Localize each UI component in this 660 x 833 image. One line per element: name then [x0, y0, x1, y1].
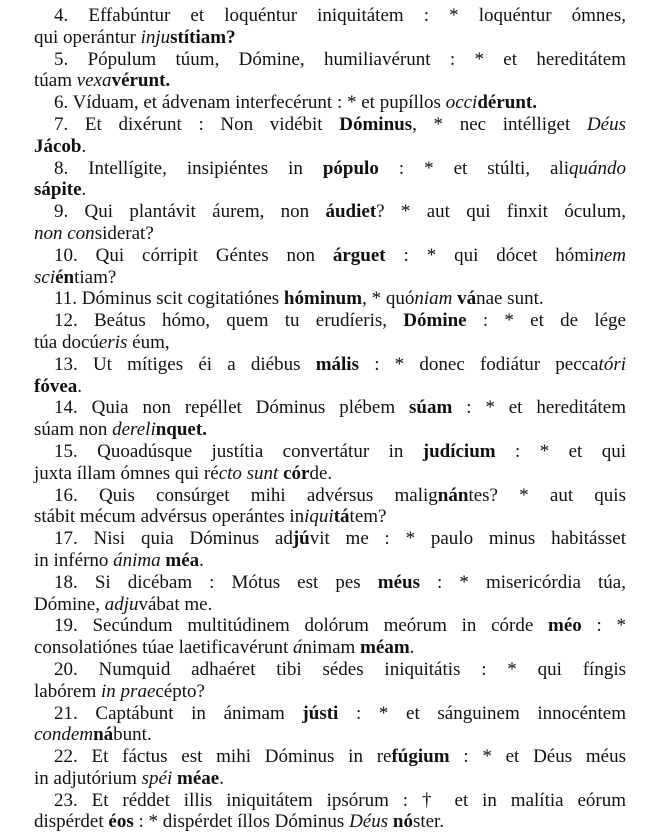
verse-text-segment: én — [55, 266, 75, 288]
verse-first-line — [34, 703, 626, 725]
verse-text-segment: condem — [34, 724, 94, 746]
verse-first-line — [34, 5, 626, 27]
verse-continuation-line — [34, 267, 626, 289]
verse-text-segment: : * et stúlti, ali — [378, 157, 569, 179]
verse-text-segment: 12. Beátus hómo, quem tu erudíeris, — [54, 310, 404, 332]
verse-text-segment: bunt. — [113, 724, 152, 746]
verse-text-segment: 23. Et réddet illis iniquitátem ipsórum : † et in malítia eórum — [54, 789, 626, 811]
verse-continuation-line — [34, 550, 626, 572]
verse-text-segment: 8. Intellígite, insipiéntes in — [54, 157, 323, 179]
verse-text-segment: : * et sánguinem innocéntem — [338, 702, 627, 724]
verse — [34, 659, 626, 703]
verse-text-segment: eris — [98, 331, 128, 353]
verse-text-segment: dispérdet — [34, 811, 109, 833]
verse-text-segment: nimam — [302, 637, 361, 659]
verse-text-segment: . — [81, 179, 87, 201]
verse-text-segment: 10. Qui córripit Géntes non — [54, 244, 333, 266]
verse-first-line — [34, 49, 626, 71]
verse-text-segment: sápite — [34, 179, 82, 201]
verse-first-line — [34, 615, 626, 637]
verse-text-segment: pópulo — [322, 157, 379, 179]
verse-text-segment: 6. Víduam, et ádvenam interfecérunt : * et pupíllos — [54, 92, 446, 114]
verse-continuation-line — [34, 637, 626, 659]
verse-text-segment: nquet. — [155, 419, 207, 441]
verse — [34, 114, 626, 158]
verse-text-segment: occi — [445, 92, 478, 114]
verse-text-segment: Déus — [586, 113, 627, 135]
verse — [34, 485, 626, 529]
verse-text-segment: 17. Nisi quia Dóminus ad — [54, 528, 293, 550]
verse-text-segment: cépto? — [155, 680, 205, 702]
verse-text-segment: 7. Et dixérunt : Non vidébit — [54, 113, 340, 135]
verse-first-line — [34, 485, 626, 507]
verse-continuation-line — [34, 136, 626, 158]
verse-continuation-line — [34, 768, 626, 790]
verse-text-segment: sci — [34, 266, 56, 288]
verse-text-segment: 18. Si dicébam : Mótus est pes — [54, 571, 378, 593]
verse-text-segment: vábat me. — [138, 593, 213, 615]
verse-first-line — [34, 158, 626, 180]
verse-text-segment: 9. Qui plantávit áurem, non — [54, 201, 326, 223]
verse-text-segment: iqui — [304, 506, 334, 528]
verse-text-segment: cór — [283, 462, 310, 484]
verse-text-segment: judícium — [422, 440, 496, 462]
verse-text-segment: hóminum — [283, 288, 363, 310]
verse-text-segment: niam — [414, 288, 453, 310]
verse — [34, 790, 626, 833]
verse-text-segment: qui operántur — [34, 26, 141, 48]
verse-text-segment: : * et de lége — [466, 310, 626, 332]
verse — [34, 528, 626, 572]
verse-text-segment: méus — [377, 571, 420, 593]
verse-text-segment: tes? * aut quis — [468, 484, 626, 506]
verse-text-segment: : * dispérdet íllos Dóminus — [133, 811, 350, 833]
verse-continuation-line — [34, 506, 626, 528]
verse — [34, 288, 626, 310]
verse-text-segment: árguet — [332, 244, 386, 266]
verse-text-segment: tóri — [598, 353, 626, 375]
verse — [34, 245, 626, 289]
verse-text-segment: 20. Numquid adhaéret tibi sédes iniquitátis : * qui fíngis — [54, 658, 626, 680]
verse-text-segment: juxta íllam ómnes qui ré — [34, 462, 219, 484]
verse-continuation-line — [34, 179, 626, 201]
verse-text-segment: cto sunt — [218, 462, 279, 484]
verse-text-segment: jústi — [302, 702, 339, 724]
verse-first-line — [34, 310, 626, 332]
verse-text-segment: : * et qui — [495, 440, 626, 462]
verse-text-segment: quándo — [569, 157, 626, 179]
verse-text-segment: . — [409, 637, 415, 659]
verse-text-segment: Déus — [349, 811, 389, 833]
verse-text-segment: : * — [581, 615, 627, 637]
verse-text-segment: de. — [309, 462, 333, 484]
verse-text-segment: méo — [548, 615, 582, 637]
verse-text-segment: , * quó — [362, 288, 415, 310]
verse-text-segment: túam — [34, 70, 77, 92]
verse-text-segment: . — [219, 767, 224, 789]
verse-text-segment: in prae — [101, 680, 156, 702]
verse-text-segment: vá — [457, 288, 477, 310]
verse-text-segment: nem — [594, 244, 626, 266]
verse-text-segment: 14. Quia non repéllet Dóminus plébem — [54, 397, 410, 419]
verse-list — [34, 5, 626, 833]
verse-continuation-line — [34, 724, 626, 746]
verse — [34, 397, 626, 441]
verse-text-segment: 13. Ut mítiges éi a diébus — [54, 353, 316, 375]
verse-text-segment: 4. Effabúntur et loquéntur iniquitátem : * loquéntur ómnes, — [54, 5, 626, 26]
verse-text-segment: Dóminus — [339, 113, 413, 135]
verse-text-segment: siderat? — [94, 222, 154, 244]
verse-first-line — [34, 92, 626, 114]
verse-text-segment: ? * aut qui finxit óculum, — [376, 201, 626, 223]
verse-text-segment: fúgium — [391, 746, 450, 768]
verse-text-segment: stábit mécum advérsus operántes in — [34, 506, 305, 528]
verse-text-segment: dérunt. — [477, 92, 537, 114]
verse-first-line — [34, 397, 626, 419]
verse — [34, 615, 626, 659]
verse-text-segment: 11. Dóminus scit cogitatiónes — [54, 288, 284, 310]
verse-continuation-line — [34, 376, 626, 398]
verse — [34, 572, 626, 616]
verse-text-segment: vérunt. — [111, 70, 171, 92]
verse-first-line — [34, 354, 626, 376]
verse-first-line — [34, 114, 626, 136]
verse-continuation-line — [34, 811, 626, 833]
verse — [34, 746, 626, 790]
verse-text-segment: nán — [437, 484, 469, 506]
verse-text-segment: inju — [140, 26, 171, 48]
verse-text-segment: éum, — [127, 331, 170, 353]
verse-text-segment: vexa — [76, 70, 112, 92]
verse-text-segment: mális — [315, 353, 359, 375]
verse — [34, 49, 626, 93]
verse-continuation-line — [34, 332, 626, 354]
verse-text-segment: ánima — [113, 549, 161, 571]
verse-text-segment: ster. — [412, 811, 445, 833]
verse — [34, 310, 626, 354]
verse-text-segment: adju — [104, 593, 139, 615]
verse-first-line — [34, 441, 626, 463]
verse-text-segment: spéi — [141, 767, 173, 789]
verse-text-segment: méae — [177, 767, 220, 789]
verse-continuation-line — [34, 419, 626, 441]
verse-continuation-line — [34, 463, 626, 485]
verse-first-line — [34, 201, 626, 223]
verse-text-segment: stítiam? — [170, 26, 236, 48]
verse-text-segment: non con — [34, 222, 95, 244]
verse-text-segment: 22. Et fáctus est mihi Dóminus in re — [54, 746, 392, 768]
verse-text-segment: consolatiónes túae laetificavérunt — [34, 637, 294, 659]
verse-text-segment: fóvea — [34, 375, 78, 397]
verse — [34, 158, 626, 202]
verse-text-segment: á — [293, 637, 303, 659]
verse-first-line — [34, 245, 626, 267]
verse-first-line — [34, 790, 626, 812]
verse-text-segment: áudiet — [325, 201, 377, 223]
verse-text-segment: 21. Captábunt in ánimam — [54, 702, 303, 724]
verse-text-segment: : * qui dócet hómi — [385, 244, 595, 266]
verse-text-segment: vit me : * paulo minus habitásset — [309, 528, 626, 550]
verse-first-line — [34, 746, 626, 768]
verse-text-segment: méa — [165, 549, 200, 571]
verse-continuation-line — [34, 594, 626, 616]
verse-first-line — [34, 288, 626, 310]
verse-continuation-line — [34, 681, 626, 703]
verse-text-segment: : * misericórdia túa, — [419, 571, 626, 593]
verse — [34, 201, 626, 245]
verse-continuation-line — [34, 223, 626, 245]
verse-text-segment: : * et Déus méus — [449, 746, 627, 768]
verse — [34, 703, 626, 747]
verse — [34, 5, 626, 49]
verse-text-segment: 16. Quis consúrget mihi advérsus malig — [54, 484, 438, 506]
verse-text-segment: in inférno — [34, 549, 114, 571]
verse-text-segment: Dómine, — [34, 593, 105, 615]
verse-text-segment: 5. Pópulum túum, Dómine, humiliavérunt : * et hereditátem — [54, 48, 626, 70]
verse — [34, 354, 626, 398]
verse-text-segment: . — [199, 549, 204, 571]
verse-text-segment: túa docú — [34, 331, 99, 353]
verse-text-segment: : * donec fodiátur pecca — [358, 353, 599, 375]
verse-text-segment: . — [81, 135, 87, 157]
verse-text-segment: méam — [360, 637, 410, 659]
verse-text-segment: 15. Quoadúsque justítia convertátur in — [54, 440, 423, 462]
verse-text-segment: jú — [292, 528, 310, 550]
verse-text-segment: nae sunt. — [476, 288, 544, 310]
verse-text-segment: tiam? — [74, 266, 117, 288]
verse-text-segment: ná — [93, 724, 114, 746]
verse-text-segment: súam non — [34, 419, 113, 441]
verse-first-line — [34, 659, 626, 681]
verse-text-segment: , * nec intélliget — [412, 113, 587, 135]
verse-text-segment: éos — [108, 811, 134, 833]
verse-text-segment: . — [77, 375, 83, 397]
verse-text-segment: labórem — [34, 680, 102, 702]
verse-text-segment: tem? — [349, 506, 387, 528]
verse — [34, 441, 626, 485]
verse-text-segment: tá — [333, 506, 350, 528]
verse-first-line — [34, 572, 626, 594]
verse-first-line — [34, 528, 626, 550]
verse-text-segment: Dómine — [403, 310, 467, 332]
verse — [34, 92, 626, 114]
verse-continuation-line — [34, 70, 626, 92]
verse-text-segment: nó — [392, 811, 413, 833]
verse-text-segment: in adjutórium — [34, 767, 142, 789]
verse-continuation-line — [34, 27, 626, 49]
verse-text-segment: : * et hereditátem — [452, 397, 626, 419]
verse-text-segment: 19. Secúndum multitúdinem dolórum meórum in córde — [54, 615, 549, 637]
verse-text-segment: Jácob — [34, 135, 82, 157]
verse-text-segment: súam — [409, 397, 453, 419]
verse-text-segment: dereli — [112, 419, 156, 441]
